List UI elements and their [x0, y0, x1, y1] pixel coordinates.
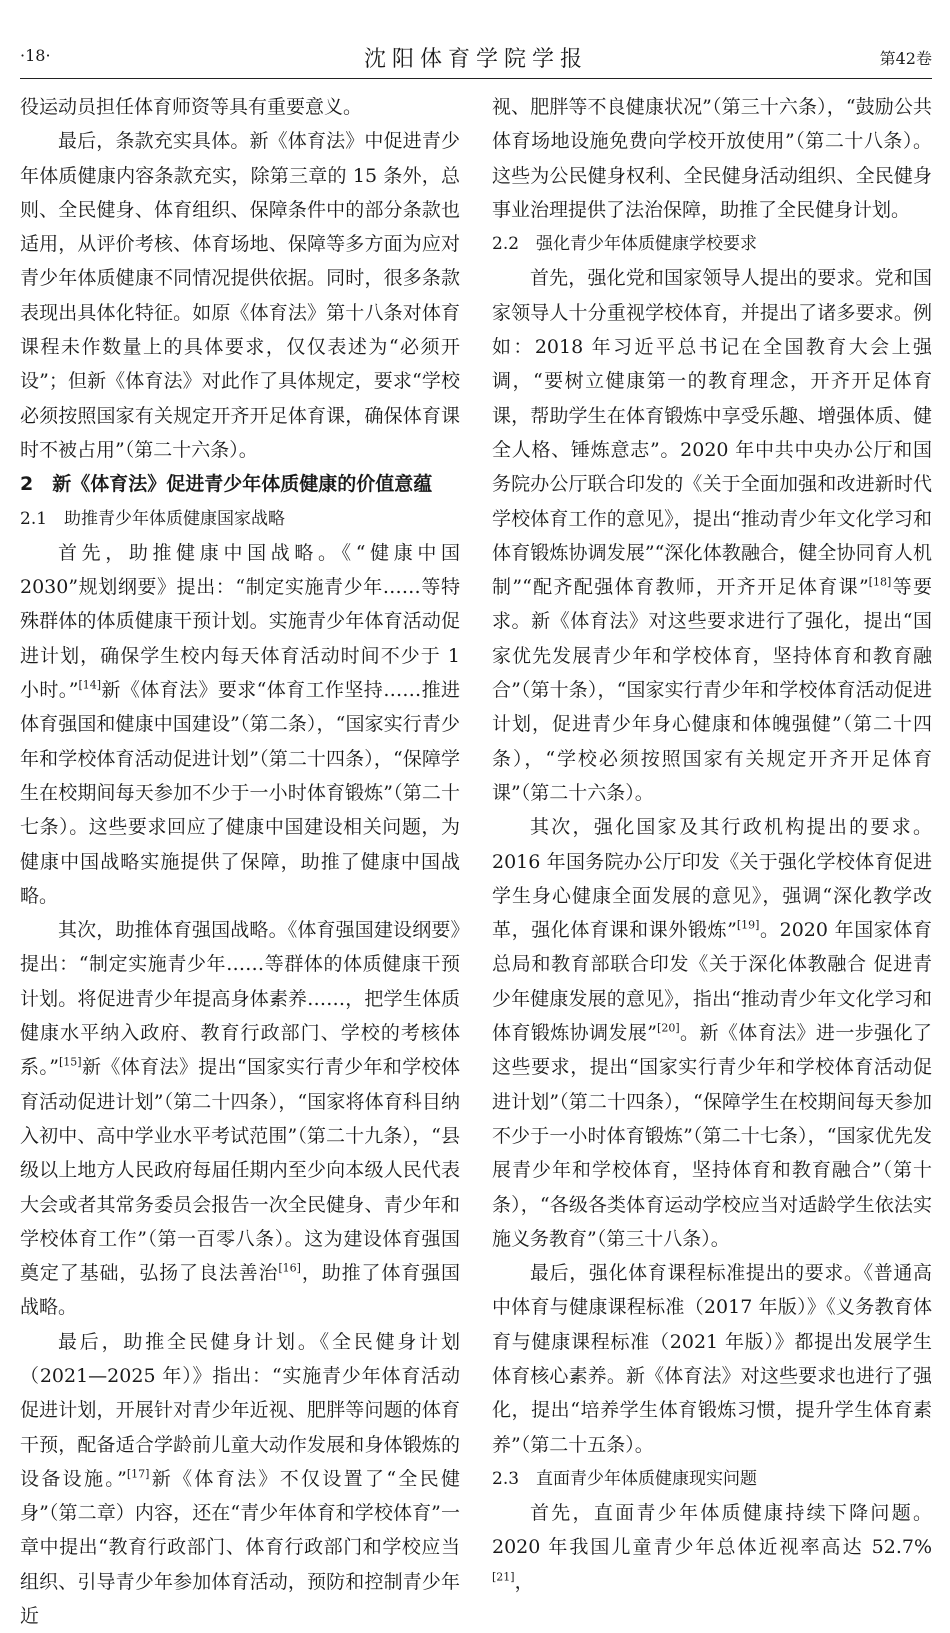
citation-ref[interactable]: [19] [736, 918, 760, 932]
paragraph: 最后，强化体育课程标准提出的要求。《普通高中体育与健康课程标准（2017 年版）》《义务教育体育与健康课程标准（2021 年版）》都提出发展学生体育核心素养。新《体育法》对这些要求也进行了强化，提出“培养学生体育锻炼习惯，提升学生体育素养”（第二十五条）。 [492, 1262, 932, 1456]
right-column [492, 90, 932, 1599]
section-heading: 2 新《体育法》促进青少年体质健康的价值意蕴 [20, 473, 433, 496]
citation-ref[interactable]: [20] [657, 1021, 680, 1035]
paragraph: 最后，助推全民健身计划。《全民健身计划（2021—2025 年）》指出：“实施青少年体育活动促进计划，开展针对青少年近视、肥胖等问题的体育干预，配备适合学龄前儿童大动作发展和身体锻炼的设备设施。”[17]新《体育法》不仅设置了“全民健身”（第二章）内容，还在“青少年体育和学校体育”一章中提出“教育行政部门、体育行政部门和学校应当组织、引导青少年参加体育活动，预防和控制青少年近 [20, 1330, 461, 1628]
citation-ref[interactable]: [21] [492, 1570, 515, 1584]
paragraph: 其次，助推体育强国战略。《体育强国建设纲要》提出：“制定实施青少年……等群体的体质健康干预计划。将促进青少年提高身体素养……，把学生体质健康水平纳入政府、教育行政部门、学校的考核体系。”[15]新《体育法》提出“国家实行青少年和学校体育活动促进计划”（第二十四条），“国家将体育科目纳入初中、高中学业水平考试范围”（第二十九条），“县级以上地方人民政府每届任期内至少向本级人民代表大会或者其常务委员会报告一次全民健身、青少年和学校体育工作”（第一百零八条）。这为建设体育强国奠定了基础，弘扬了良法善治[16]，助推了体育强国战略。 [20, 919, 460, 1319]
paragraph: 最后，条款充实具体。新《体育法》中促进青少年体质健康内容条款充实，除第三章的 15 条外，总则、全民健身、体育组织、保障条件中的部分条款也适用，从评价考核、体育场地、保障等多方面为应对青少年体质健康不同情况提供依据。同时，很多条款表现出具体化特征。如原《体育法》第十八条对体育课程未作数量上的具体要求，仅仅表述为“必须开设”；但新《体育法》对此作了具体规定，要求“学校必须按照国家有关规定开齐开足体育课，确保体育课时不被占用”（第二十六条）。 [20, 130, 460, 461]
journal-title: 沈阳体育学院学报 [363, 47, 588, 72]
page-header [20, 40, 932, 74]
citation-ref[interactable]: [17] [126, 1467, 150, 1481]
page-number: ·18· [20, 46, 51, 65]
paragraph: 首先，助推健康中国战略。《“健康中国 2030”规划纲要》提出：“制定实施青少年……等特殊群体的体质健康干预计划。实施青少年体育活动促进计划，确保学生校内每天体育活动时间不少于 1 小时。”[14]新《体育法》要求“体育工作坚持……推进体育强国和健康中国建设”（第二条），“国家实行青少年和学校体育活动促进计划”（第二十四条），“保障学生在校期间每天参加不少于一小时体育锻炼”（第二十七条）。这些要求回应了健康中国建设相关问题，为健康中国战略实施提供了保障，助推了健康中国战略。 [20, 541, 461, 907]
subsection-heading: 2.1 助推青少年体质健康国家战略 [20, 508, 286, 529]
paragraph: 首先，强化党和国家领导人提出的要求。党和国家领导人十分重视学校体育，并提出了诸多要求。例如：2018 年习近平总书记在全国教育大会上强调，“要树立健康第一的教育理念，开齐开足体育课，帮助学生在体育锻炼中享受乐趣、增强体质、健全人格、锤炼意志”。2020 年中共中央办公厅和国务院办公厅联合印发的《关于全面加强和改进新时代学校体育工作的意见》，提出“推动青少年文化学习和体育锻炼协调发展”“深化体教融合，健全协同育人机制”“配齐配强体育教师，开齐开足体育课”[18]等要求。新《体育法》对这些要求进行了强化，提出“国家优先发展青少年和学校体育，坚持体育和教育融合”（第十条），“国家实行青少年和学校体育活动促进计划，促进青少年身心健康和体魄强健”（第二十四条），“学校必须按照国家有关规定开齐开足体育课”（第二十六条）。 [492, 267, 932, 804]
citation-ref[interactable]: [15] [58, 1055, 82, 1069]
header-rule [20, 78, 932, 79]
subsection-heading: 2.2 强化青少年体质健康学校要求 [492, 234, 758, 255]
citation-ref[interactable]: [14] [78, 678, 102, 692]
paragraph: 首先，直面青少年体质健康持续下降问题。2020 年我国儿童青少年总体近视率高达 52.7%[21]， [492, 1502, 932, 1593]
subsection-heading: 2.3 直面青少年体质健康现实问题 [492, 1468, 758, 1489]
volume-label: 第42卷 [879, 49, 932, 68]
paragraph: 视、肥胖等不良健康状况”（第三十六条），“鼓励公共体育场地设施免费向学校开放使用”（第二十八条）。这些为公民健身权利、全民健身活动组织、全民健身事业治理提供了法治保障，助推了全民健身计划。 [492, 96, 932, 221]
citation-ref[interactable]: [16] [278, 1261, 301, 1275]
paragraph: 其次，强化国家及其行政机构提出的要求。2016 年国务院办公厅印发《关于强化学校体育促进学生身心健康全面发展的意见》，强调“深化教学改革，强化体育课和课外锻炼”[19]。2020 年国家体育总局和教育部联合印发《关于深化体教融合 促进青少年健康发展的意见》，指出“推动青少年文化学习和体育锻炼协调发展”[20]。新《体育法》进一步强化了这些要求，提出“国家实行青少年和学校体育活动促进计划”（第二十四条），“保障学生在校期间每天参加不少于一小时体育锻炼”（第二十七条），“国家优先发展青少年和学校体育，坚持体育和教育融合”（第十条），“各级各类体育运动学校应当对适龄学生依法实施义务教育”（第三十八条）。 [492, 816, 932, 1250]
citation-ref[interactable]: [18] [868, 575, 892, 589]
left-column [20, 90, 460, 1633]
paragraph: 役运动员担任体育师资等具有重要意义。 [20, 96, 363, 118]
